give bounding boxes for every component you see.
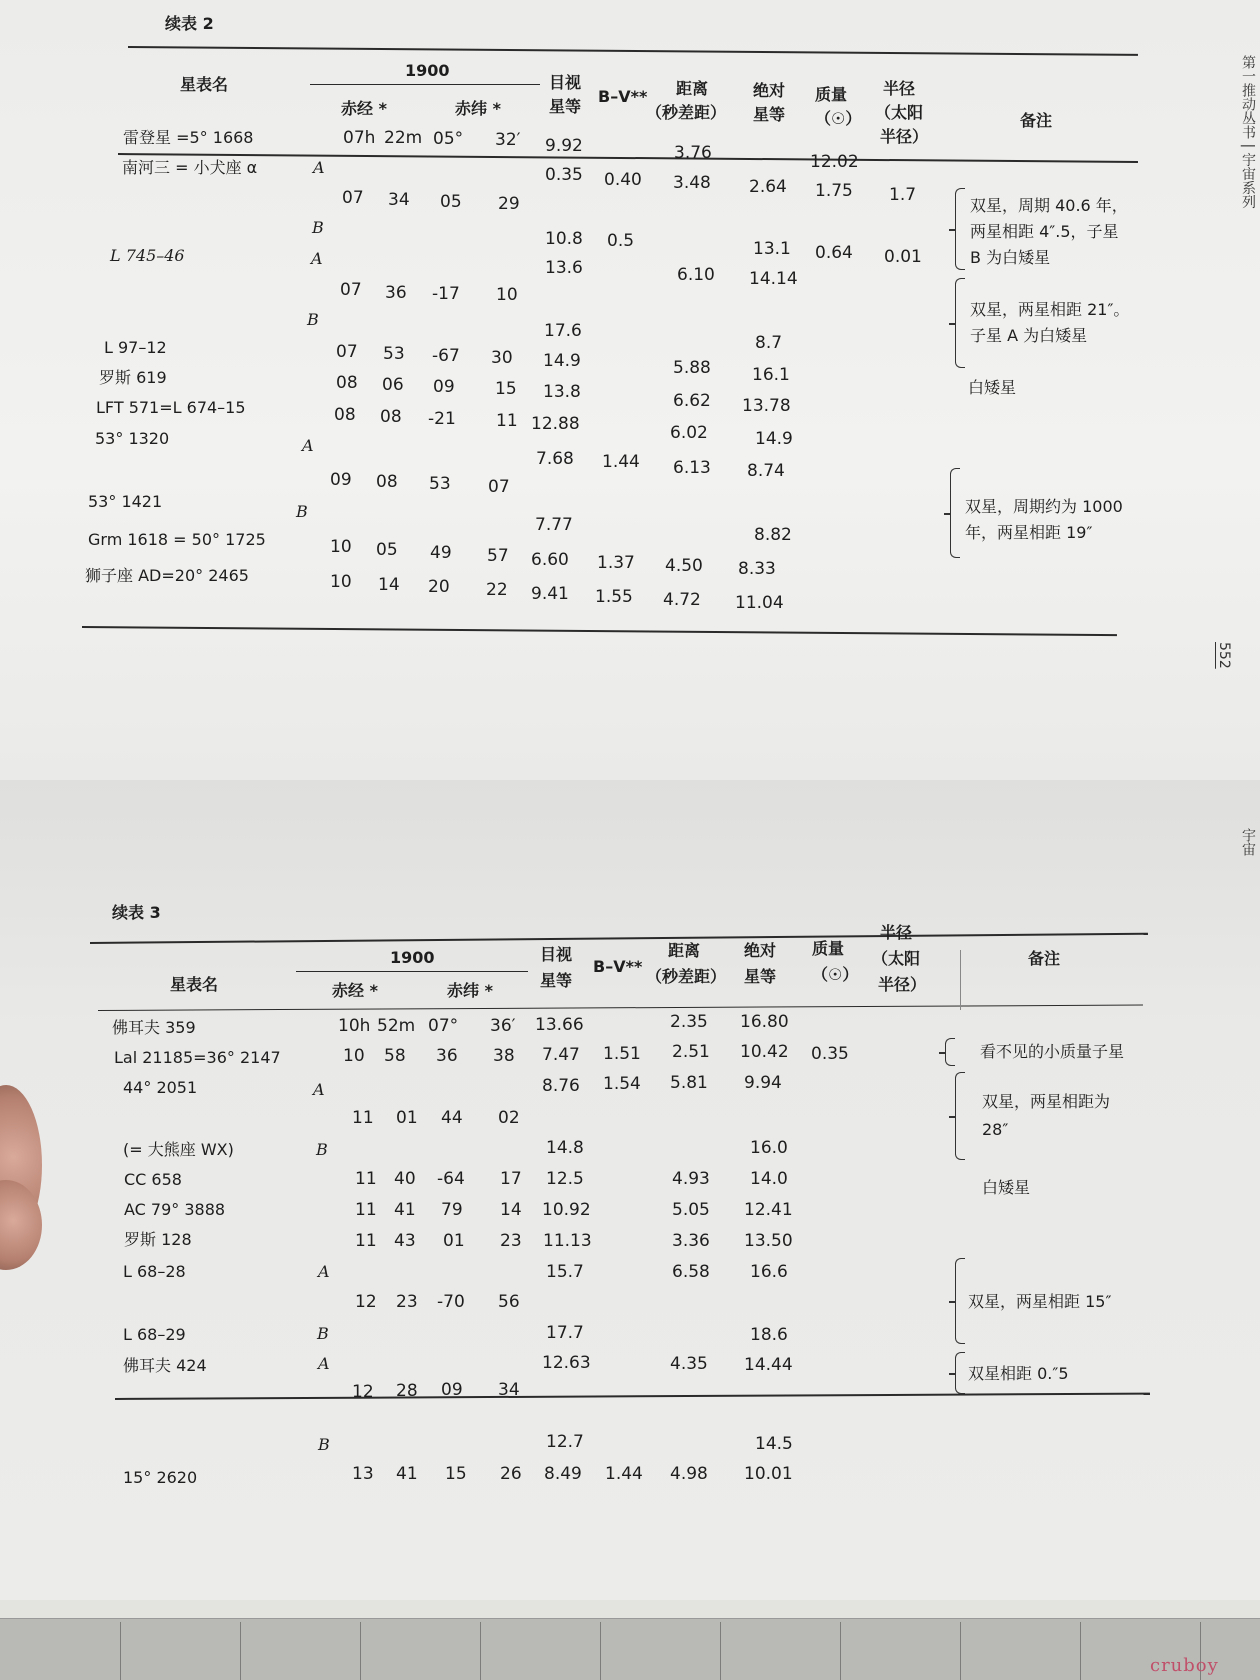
row-name: Lal 21185=36° 2147	[114, 1048, 281, 1067]
dist-value: 5.88	[673, 358, 711, 378]
dec-minutes: 15	[495, 379, 517, 399]
dec-degrees: -21	[428, 409, 456, 429]
row-name: 佛耳夫 359	[112, 1018, 196, 1037]
vmag-value: 13.8	[543, 382, 581, 402]
vmag-value: 7.47	[542, 1045, 580, 1065]
vmag-value: 12.88	[531, 414, 580, 434]
row-name: L 97–12	[104, 338, 167, 357]
ra-minutes: 52m	[377, 1016, 416, 1036]
header-abs-1: 绝对	[753, 81, 786, 100]
dist-value: 6.58	[672, 1262, 710, 1282]
row-name: 53° 1320	[95, 429, 170, 448]
dec-degrees: 07°	[428, 1016, 459, 1036]
dec-degrees: -64	[437, 1169, 465, 1189]
note-line: 双星，两星相距 21″。	[970, 300, 1130, 319]
note-line: 双星，周期约为 1000	[965, 497, 1123, 516]
dist-value: 3.36	[672, 1231, 710, 1251]
dec-degrees: 36	[436, 1046, 458, 1066]
row-name: 罗斯 619	[99, 368, 167, 387]
component-label: B	[307, 310, 319, 329]
series-side-text: 宇宙	[1240, 828, 1256, 856]
note-brace	[955, 188, 965, 270]
note-brace	[955, 1072, 965, 1160]
dec-degrees: 05	[440, 192, 462, 212]
abs-value: 10.01	[744, 1464, 793, 1484]
note-brace	[945, 1038, 955, 1066]
ra-minutes: 06	[382, 375, 404, 395]
dist-value: 4.93	[672, 1169, 710, 1189]
header-bv: B–V**	[593, 957, 643, 976]
bv-value: 1.54	[603, 1074, 641, 1094]
dec-minutes: 07	[488, 477, 510, 497]
note-line: 双星，周期 40.6 年，	[970, 196, 1128, 215]
row-name: 15° 2620	[123, 1468, 198, 1487]
dec-degrees: 09	[433, 377, 455, 397]
dec-degrees: 53	[429, 474, 451, 494]
ra-minutes: 40	[394, 1169, 416, 1189]
abs-value: 14.14	[749, 269, 798, 289]
abs-value: 2.64	[749, 177, 787, 197]
abs-value: 12.41	[744, 1200, 793, 1220]
ra-hours: 10	[343, 1046, 365, 1066]
row-name: LFT 571=L 674–15	[96, 398, 246, 417]
row-name: 罗斯 128	[124, 1230, 192, 1249]
header-dec: 赤纬 *	[455, 99, 501, 118]
ra-minutes: 36	[385, 283, 407, 303]
header-ra: 赤经 *	[341, 99, 387, 118]
epoch-rule	[296, 971, 528, 972]
vmag-value: 17.7	[546, 1323, 584, 1343]
ra-hours: 07	[342, 188, 364, 208]
dist-value: 6.62	[673, 391, 711, 411]
mass-value: 0.35	[811, 1044, 849, 1064]
header-abs-2: 星等	[744, 967, 777, 986]
row-name: 狮子座 AD=20° 2465	[85, 566, 249, 585]
epoch-rule	[310, 84, 540, 85]
header-bv: B–V**	[598, 87, 648, 106]
page-number: 552	[1216, 642, 1232, 669]
vmag-value: 17.6	[544, 321, 582, 341]
ra-hours: 07h	[343, 128, 376, 148]
vmag-value: 8.76	[542, 1076, 580, 1096]
dist-value: 2.51	[672, 1042, 710, 1062]
component-label: A	[311, 249, 323, 268]
mass-value: 12.02	[810, 152, 859, 172]
abs-value: 18.6	[750, 1325, 788, 1345]
row-name: (= 大熊座 WX)	[123, 1140, 234, 1159]
header-mass-1: 质量	[815, 85, 848, 104]
component-label: B	[296, 502, 308, 521]
vmag-value: 10.8	[545, 229, 583, 249]
vmag-value: 12.5	[546, 1169, 584, 1189]
dec-minutes: 38	[493, 1046, 515, 1066]
ra-hours: 13	[352, 1464, 374, 1484]
dec-minutes: 02	[498, 1108, 520, 1128]
dec-minutes: 34	[498, 1380, 520, 1400]
component-label: B	[318, 1435, 330, 1454]
component-label: A	[313, 1080, 325, 1099]
ra-hours: 08	[336, 373, 358, 393]
ra-hours: 09	[330, 470, 352, 490]
row-name: AC 79° 3888	[124, 1200, 226, 1219]
ra-hours: 08	[334, 405, 356, 425]
stack-tick	[1080, 1622, 1081, 1680]
ra-minutes: 41	[394, 1200, 416, 1220]
dec-minutes: 14	[500, 1200, 522, 1220]
header-name: 星表名	[180, 75, 229, 94]
ra-minutes: 01	[396, 1108, 418, 1128]
row-name: L 68–28	[123, 1262, 186, 1281]
header-note: 备注	[1020, 111, 1053, 130]
stack-tick	[960, 1622, 961, 1680]
abs-value: 9.94	[744, 1073, 782, 1093]
abs-value: 14.9	[755, 429, 793, 449]
dec-degrees: -67	[432, 346, 460, 366]
ra-minutes: 22m	[384, 128, 423, 148]
vmag-value: 14.9	[543, 351, 581, 371]
vmag-value: 10.92	[542, 1200, 591, 1220]
bv-value: 1.44	[605, 1464, 643, 1484]
dec-minutes: 57	[487, 546, 509, 566]
abs-value: 16.1	[752, 365, 790, 385]
ra-minutes: 43	[394, 1231, 416, 1251]
note-line: 看不见的小质量子星	[980, 1042, 1125, 1061]
dist-value: 4.72	[663, 590, 701, 610]
dec-degrees: 15	[445, 1464, 467, 1484]
table-caption: 续表 2	[165, 14, 214, 33]
page-stack	[0, 1600, 1260, 1680]
note-line: B 为白矮星	[970, 248, 1051, 267]
header-note: 备注	[1028, 949, 1061, 968]
component-label: B	[316, 1140, 328, 1159]
note-line: 白矮星	[968, 378, 1017, 397]
abs-value: 8.82	[754, 525, 792, 545]
ra-minutes: 14	[378, 575, 400, 595]
vmag-value: 11.13	[543, 1231, 592, 1251]
ra-hours: 12	[352, 1382, 374, 1402]
dec-degrees: 49	[430, 543, 452, 563]
header-radius-2: （太阳	[875, 103, 924, 122]
dist-value: 5.81	[670, 1073, 708, 1093]
row-name: 44° 2051	[123, 1078, 198, 1097]
dec-degrees: 01	[443, 1231, 465, 1251]
dec-degrees: 44	[441, 1108, 463, 1128]
dist-value: 4.98	[670, 1464, 708, 1484]
abs-value: 14.5	[755, 1434, 793, 1454]
row-name: 雷登星 =5° 1668	[123, 128, 254, 147]
vmag-value: 7.77	[535, 515, 573, 535]
dec-minutes: 22	[486, 580, 508, 600]
row-name: 53° 1421	[88, 492, 163, 511]
header-dist-1: 距离	[668, 941, 701, 960]
ra-hours: 10h	[338, 1016, 371, 1036]
dist-value: 4.50	[665, 556, 703, 576]
bv-value: 0.5	[607, 231, 635, 251]
ra-minutes: 08	[380, 407, 402, 427]
stack-tick	[720, 1622, 721, 1680]
ra-minutes: 05	[376, 540, 398, 560]
header-radius-3: 半径）	[878, 975, 927, 994]
header-mass-2: （☉）	[812, 965, 859, 984]
row-name: Grm 1618 = 50° 1725	[88, 530, 266, 549]
dec-minutes: 23	[500, 1231, 522, 1251]
header-mass-2: （☉）	[815, 109, 862, 128]
header-dist-2: （秒差距）	[646, 103, 727, 122]
abs-value: 10.42	[740, 1042, 789, 1062]
row-name: CC 658	[124, 1170, 182, 1189]
ra-hours: 11	[352, 1108, 374, 1128]
page-bottom-continued	[0, 1390, 1260, 1600]
header-dist-1: 距离	[676, 79, 709, 98]
note-line: 双星，两星相距为	[982, 1092, 1111, 1111]
ra-hours: 10	[330, 572, 352, 592]
note-line: 白矮星	[982, 1178, 1031, 1197]
note-line: 年，两星相距 19″	[965, 523, 1093, 542]
mass-value: 0.64	[815, 243, 853, 263]
vmag-value: 6.60	[531, 550, 569, 570]
column-divider	[960, 950, 961, 1010]
header-abs-1: 绝对	[744, 941, 777, 960]
bv-value: 1.55	[595, 587, 633, 607]
dist-value: 6.02	[670, 423, 708, 443]
dec-minutes: 56	[498, 1292, 520, 1312]
dec-minutes: 29	[498, 194, 520, 214]
abs-value: 11.04	[735, 593, 784, 613]
stack-tick	[120, 1622, 121, 1680]
dec-minutes: 11	[496, 411, 518, 431]
header-dist-2: （秒差距）	[646, 967, 727, 986]
note-brace	[955, 1258, 965, 1344]
vmag-value: 12.7	[546, 1432, 584, 1452]
stack-tick	[240, 1622, 241, 1680]
dec-degrees: 05°	[433, 129, 464, 149]
abs-value: 16.6	[750, 1262, 788, 1282]
page-top	[0, 0, 1260, 780]
component-label: A	[302, 436, 314, 455]
stack-tick	[480, 1622, 481, 1680]
vmag-value: 13.66	[535, 1015, 584, 1035]
note-line: 双星，两星相距 15″	[968, 1292, 1112, 1311]
header-name: 星表名	[170, 975, 219, 994]
ra-hours: 07	[336, 342, 358, 362]
dist-value: 2.35	[670, 1012, 708, 1032]
header-mass-1: 质量	[812, 939, 845, 958]
component-label: A	[318, 1354, 330, 1373]
ra-hours: 07	[340, 280, 362, 300]
row-name: 南河三 = 小犬座 α	[122, 158, 258, 177]
header-radius-1: 半径	[880, 923, 913, 942]
page-fold	[0, 1600, 1260, 1619]
ra-hours: 11	[355, 1231, 377, 1251]
series-side-text: 第一推动丛书 | 宇宙系列	[1240, 55, 1256, 209]
abs-value: 16.0	[750, 1138, 788, 1158]
radius-value: 1.7	[889, 185, 917, 205]
abs-value: 13.50	[744, 1231, 793, 1251]
header-rule	[98, 1005, 1143, 1011]
ra-minutes: 58	[384, 1046, 406, 1066]
bottom-rule	[82, 626, 1117, 636]
abs-value: 14.0	[750, 1169, 788, 1189]
mass-value: 1.75	[815, 181, 853, 201]
note-line: 双星相距 0.″5	[968, 1364, 1069, 1383]
dec-minutes: 36′	[490, 1016, 516, 1036]
header-radius-2: （太阳	[872, 949, 921, 968]
header-epoch: 1900	[390, 948, 435, 967]
component-label: B	[317, 1324, 329, 1343]
note-line: 两星相距 4″.5，子星	[970, 222, 1119, 241]
vmag-value: 13.6	[545, 258, 583, 278]
dec-minutes: 17	[500, 1169, 522, 1189]
header-abs-2: 星等	[753, 105, 786, 124]
dec-minutes: 32′	[495, 130, 521, 150]
note-line: 子星 A 为白矮星	[970, 326, 1088, 345]
abs-value: 16.80	[740, 1012, 789, 1032]
bv-value: 1.51	[603, 1044, 641, 1064]
vmag-value: 15.7	[546, 1262, 584, 1282]
table-caption: 续表 3	[112, 903, 161, 922]
dec-degrees: 09	[441, 1380, 463, 1400]
dec-degrees: -17	[432, 284, 460, 304]
ra-hours: 11	[355, 1169, 377, 1189]
vmag-value: 9.92	[545, 136, 583, 156]
vmag-value: 12.63	[542, 1353, 591, 1373]
dec-minutes: 26	[500, 1464, 522, 1484]
bv-value: 1.37	[597, 553, 635, 573]
dec-degrees: 79	[441, 1200, 463, 1220]
vmag-value: 7.68	[536, 449, 574, 469]
ra-minutes: 34	[388, 190, 410, 210]
ra-minutes: 53	[383, 344, 405, 364]
dec-minutes: 10	[496, 285, 518, 305]
dist-value: 6.13	[673, 458, 711, 478]
header-epoch: 1900	[405, 61, 450, 80]
stack-tick	[840, 1622, 841, 1680]
row-name: 佛耳夫 424	[123, 1356, 207, 1375]
note-brace	[955, 1352, 965, 1394]
ra-minutes: 28	[396, 1381, 418, 1401]
row-name: L 68–29	[123, 1325, 186, 1344]
ra-hours: 12	[355, 1292, 377, 1312]
dec-degrees: 20	[428, 577, 450, 597]
abs-value: 13.78	[742, 396, 791, 416]
bv-value: 0.40	[604, 170, 642, 190]
abs-value: 14.44	[744, 1355, 793, 1375]
abs-value: 13.1	[753, 239, 791, 259]
header-radius-1: 半径	[883, 79, 916, 98]
ra-minutes: 23	[396, 1292, 418, 1312]
component-label: B	[312, 218, 324, 237]
dec-minutes: 30	[491, 348, 513, 368]
top-rule	[128, 46, 1138, 56]
vmag-value: 0.35	[545, 165, 583, 185]
vmag-value: 14.8	[546, 1138, 584, 1158]
header-vmag-2: 星等	[549, 97, 582, 116]
watermark: cruboy	[1150, 1655, 1219, 1676]
ra-hours: 10	[330, 537, 352, 557]
stack-tick	[360, 1622, 361, 1680]
note-line: 28″	[982, 1120, 1009, 1139]
ra-minutes: 08	[376, 472, 398, 492]
vmag-value: 9.41	[531, 584, 569, 604]
top-rule	[90, 933, 1148, 944]
dec-degrees: -70	[437, 1292, 465, 1312]
header-ra: 赤经 *	[332, 981, 378, 1000]
header-vmag-2: 星等	[540, 971, 573, 990]
header-dec: 赤纬 *	[447, 981, 493, 1000]
component-label: A	[318, 1262, 330, 1281]
dist-value: 3.76	[674, 143, 712, 163]
header-vmag-1: 目视	[540, 945, 573, 964]
stack-tick	[600, 1622, 601, 1680]
abs-value: 8.33	[738, 559, 776, 579]
dist-value: 5.05	[672, 1200, 710, 1220]
row-name: L 745–46	[110, 246, 185, 265]
note-brace	[955, 278, 965, 368]
dist-value: 6.10	[677, 265, 715, 285]
abs-value: 8.7	[755, 333, 783, 353]
note-brace	[950, 468, 960, 558]
radius-value: 0.01	[884, 247, 922, 267]
bv-value: 1.44	[602, 452, 640, 472]
header-rule	[118, 153, 1138, 163]
abs-value: 8.74	[747, 461, 785, 481]
ra-hours: 11	[355, 1200, 377, 1220]
component-label: A	[313, 158, 325, 177]
header-vmag-1: 目视	[549, 73, 582, 92]
dist-value: 4.35	[670, 1354, 708, 1374]
vmag-value: 8.49	[544, 1464, 582, 1484]
header-radius-3: 半径）	[880, 127, 929, 146]
ra-minutes: 41	[396, 1464, 418, 1484]
dist-value: 3.48	[673, 173, 711, 193]
